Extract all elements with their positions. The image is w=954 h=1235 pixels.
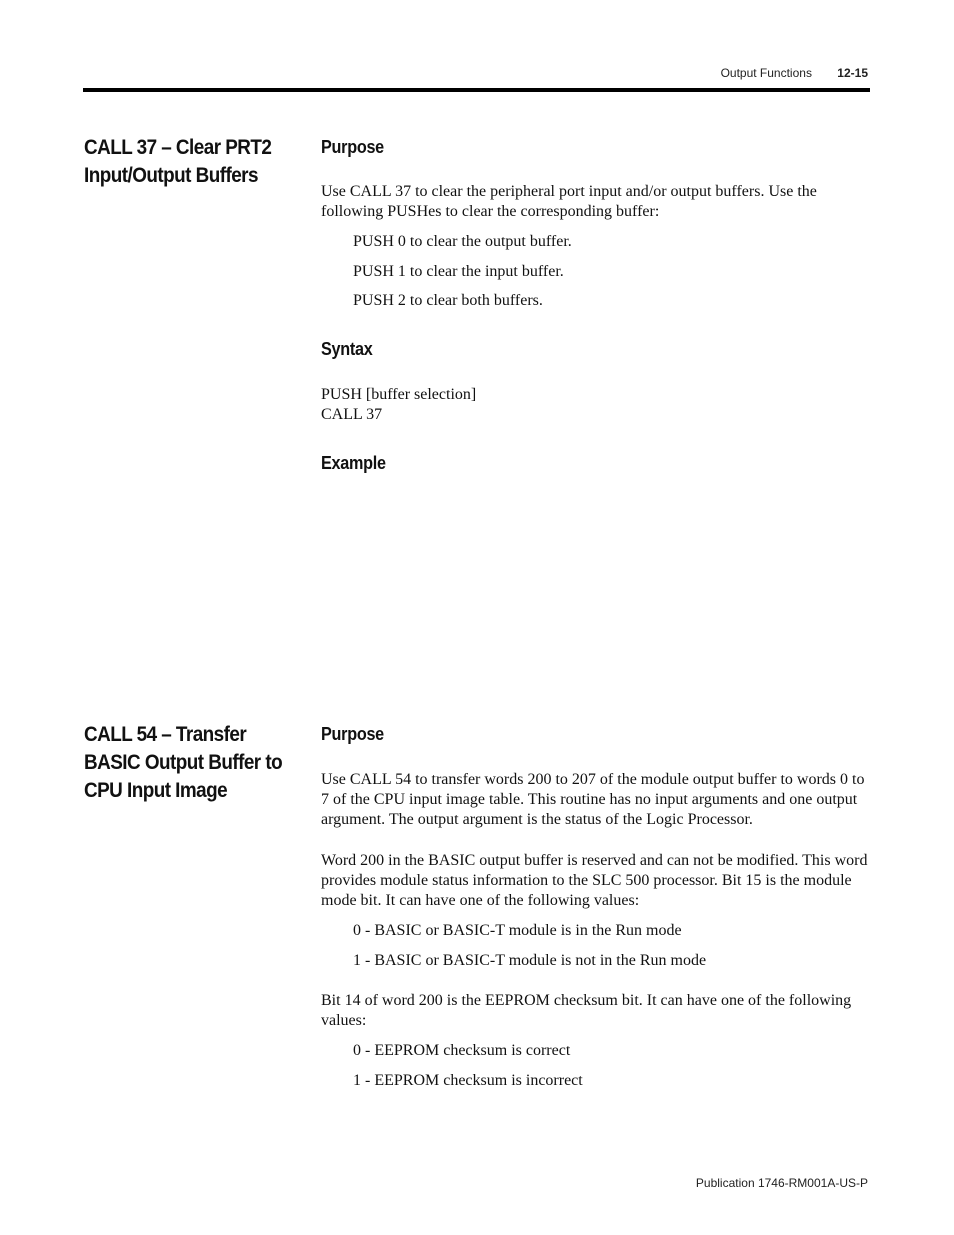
push-item-2: PUSH 2 to clear both buffers. [353, 292, 543, 309]
push-item-1: PUSH 1 to clear the input buffer. [353, 263, 564, 280]
call37-purpose-heading: Purpose [321, 137, 384, 157]
call54-title-line1: CALL 54 – Transfer [84, 723, 247, 746]
syntax-line-1: PUSH [buffer selection] [321, 386, 477, 403]
publication-footer: Publication 1746-RM001A-US-P [695, 1176, 868, 1190]
call54-title [84, 721, 287, 805]
mode-value-1: 1 - BASIC or BASIC-T module is not in the Run mode [353, 952, 707, 969]
header-section-name: Output Functions [720, 66, 812, 80]
call37-purpose-text: Use CALL 37 to clear the peripheral port input and/or output buffers. Use the following PUSHes to clear the corresponding buffer: [321, 183, 817, 220]
page-number: 12-15 [837, 66, 868, 80]
call54-para3: Bit 14 of word 200 is the EEPROM checksum bit. It can have one of the following values: [321, 992, 852, 1029]
call54-para2: Word 200 in the BASIC output buffer is reserved and can not be modified. This word provides module status information to the SLC 500 processor. Bit 15 is the module mode bit. It can have one of the following values: [321, 852, 868, 909]
call54-title-line2: BASIC Output Buffer to [84, 751, 283, 774]
call37-syntax-heading: Syntax [321, 339, 373, 359]
syntax-line-2: CALL 37 [321, 406, 383, 423]
checksum-value-0: 0 - EEPROM checksum is correct [353, 1042, 571, 1059]
header-rule [83, 88, 870, 92]
checksum-value-1: 1 - EEPROM checksum is incorrect [353, 1072, 583, 1089]
call37-title [84, 134, 287, 190]
push-item-0: PUSH 0 to clear the output buffer. [353, 233, 572, 250]
running-header [721, 66, 868, 80]
call54-para1: Use CALL 54 to transfer words 200 to 207 of the module output buffer to words 0 to 7 of the CPU input image table. This routine has no input arguments and one output argument. The output argument is the status of the Logic Processor. [321, 771, 865, 828]
call37-example-heading: Example [321, 453, 386, 473]
call37-title-line2: Input/Output Buffers [84, 164, 258, 187]
call54-purpose-heading: Purpose [321, 724, 384, 744]
call37-title-line1: CALL 37 – Clear PRT2 [84, 136, 272, 159]
call54-title-line3: CPU Input Image [84, 779, 228, 802]
mode-value-0: 0 - BASIC or BASIC-T module is in the Run mode [353, 922, 682, 939]
